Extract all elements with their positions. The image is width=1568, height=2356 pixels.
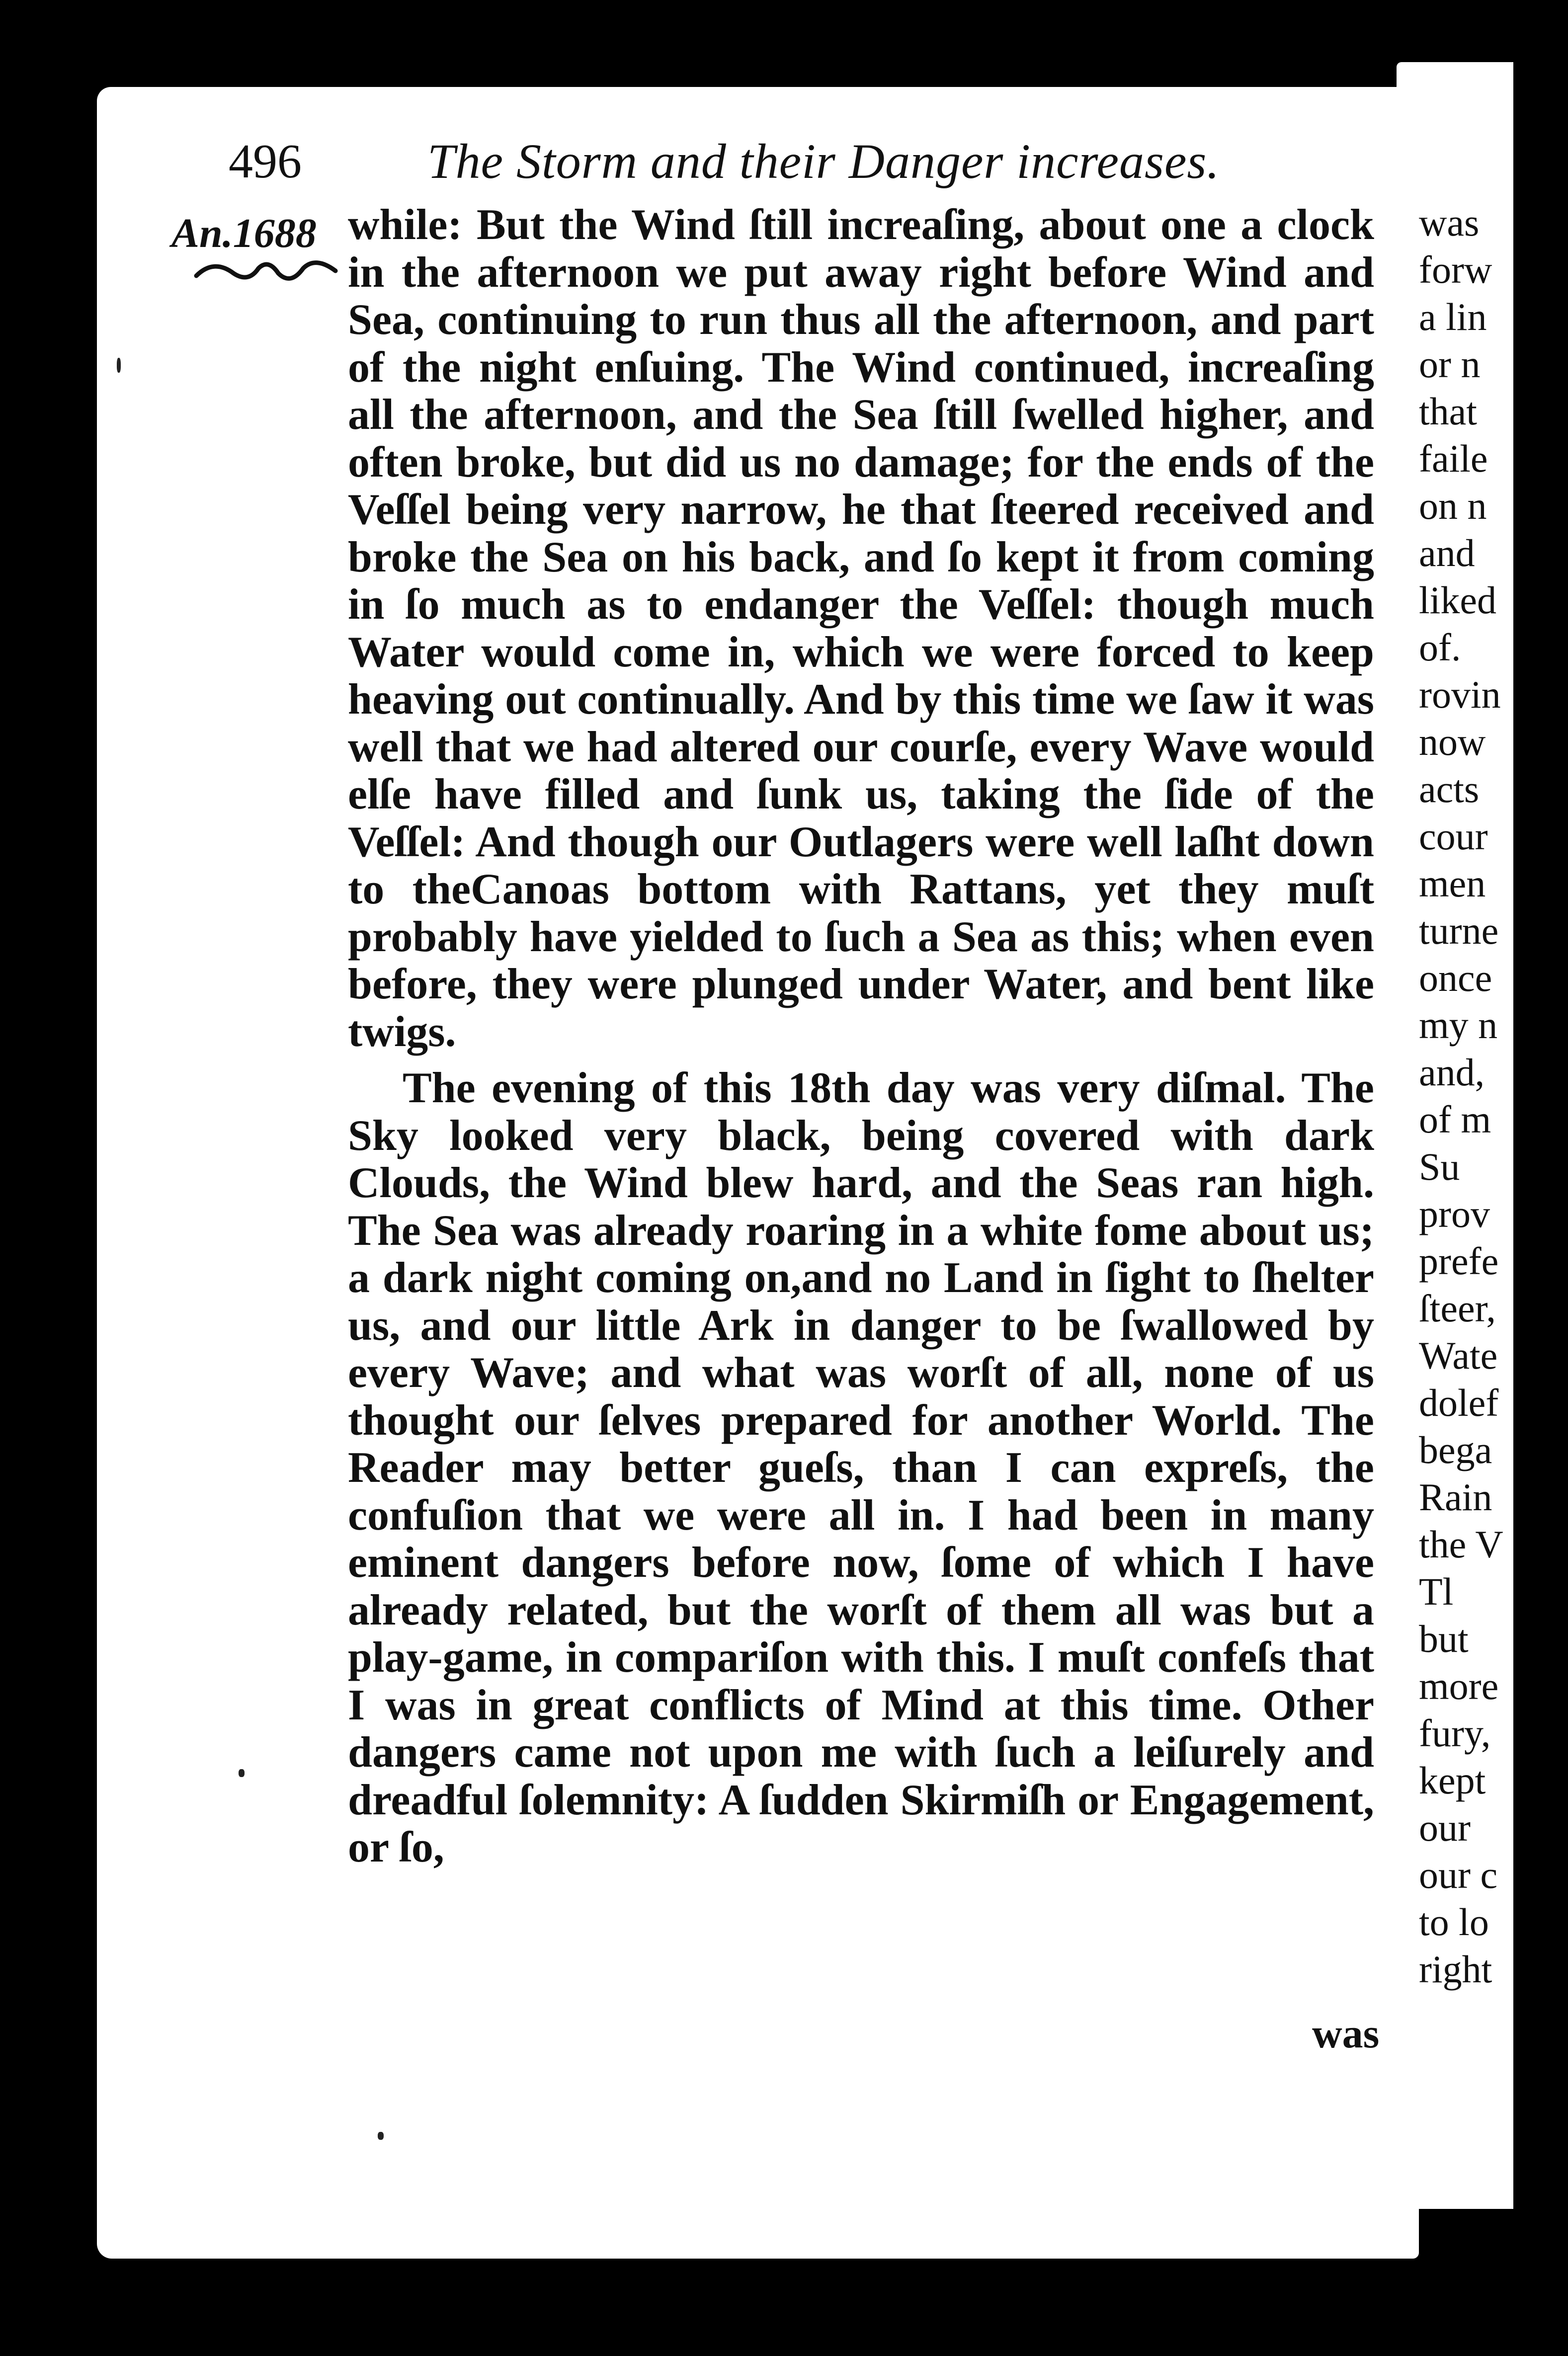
facing-line: was <box>1419 201 1480 244</box>
facing-line: Su <box>1419 1145 1460 1188</box>
facing-line: and <box>1419 531 1475 574</box>
facing-line: faile <box>1419 437 1488 480</box>
body-text <box>348 201 1374 1871</box>
facing-line: bega <box>1419 1428 1492 1471</box>
page-header <box>229 132 1362 191</box>
facing-line: Wate <box>1419 1334 1498 1377</box>
catchword: was <box>1312 2011 1380 2057</box>
facing-line: prov <box>1419 1192 1490 1235</box>
facing-line: the V <box>1419 1523 1503 1566</box>
facing-line: our <box>1419 1806 1471 1849</box>
facing-line: fury, <box>1419 1711 1491 1755</box>
facing-line: prefe <box>1419 1239 1499 1283</box>
paragraph-2: The evening of this 18th day was very diſmal. The Sky looked very black, being covered with dark Clouds, the Wind blew hard, and the Seas ran high. The Sea was already roaring in a white fome about us; a dark night coming on,and no Land in ſight to ſhelter us, and our little Ark in danger to be ſwallowed by every Wave; and what was worſt of all, none of us thought our ſelves prepared for another World. The Reader may better gueſs, than I can expreſs, the confuſion that we were all in. I had been in many eminent dangers before now, ſome of which I have already related, but the worſt of them all was but a play-game, in compariſon with this. I muſt confeſs that I was in great conflicts of Mind at this time. Other dangers came not upon me with ſuch a leiſurely and dreadful ſolemnity: A ſudden Skirmiſh or Engagement, or ſo, <box>348 1064 1374 1871</box>
facing-line: acts <box>1419 767 1480 811</box>
facing-line: ſteer, <box>1419 1287 1496 1330</box>
facing-line: of. <box>1419 626 1461 669</box>
ink-speck <box>239 1769 245 1777</box>
margin-year-marker: An.1688 <box>171 210 317 256</box>
ink-speck <box>117 358 121 373</box>
facing-line: that <box>1419 390 1477 433</box>
facing-line: Rain <box>1419 1475 1492 1519</box>
facing-line: right <box>1419 1948 1492 1991</box>
facing-line: and, <box>1419 1051 1485 1094</box>
facing-line: to lo <box>1419 1900 1489 1944</box>
facing-line: kept <box>1419 1759 1486 1802</box>
facing-line: more <box>1419 1664 1499 1707</box>
facing-line: on n <box>1419 484 1487 527</box>
facing-page-text <box>1419 199 1518 1993</box>
paragraph-1: while: But the Wind ſtill increaſing, about one a clock in the afternoon we put away right before Wind and Sea, continuing to run thus all the afternoon, and part of the night enſuing. The Wind continued, increaſing all the afternoon, and the Sea ſtill ſwelled higher, and often broke, but did us no damage; for the ends of the Veſſel being very narrow, he that ſteered received and broke the Sea on his back, and ſo kept it from coming in ſo much as to endanger the Veſſel: though much Water would come in, which we were forced to keep heaving out continually. And by this time we ſaw it was well that we had altered our courſe, every Wave would elſe have filled and ſunk us, taking the ſide of the Veſſel: And though our Outlagers were well laſht down to theCanoas bottom with Rattans, yet they muſt probably have yielded to ſuch a Sea as this; when even before, they were plunged under Water, and bent like twigs. <box>348 201 1374 1056</box>
facing-line: once <box>1419 956 1492 999</box>
facing-line: men <box>1419 862 1486 905</box>
facing-line: but <box>1419 1617 1469 1660</box>
page-number: 496 <box>229 135 302 188</box>
facing-line: dolef <box>1419 1381 1499 1424</box>
scan-border <box>1513 0 1568 2356</box>
facing-line: or n <box>1419 342 1481 386</box>
ornament-swash-icon <box>194 256 338 286</box>
facing-line: turne <box>1419 909 1499 952</box>
facing-line: Tl <box>1419 1570 1454 1613</box>
facing-line: our c <box>1419 1853 1498 1896</box>
facing-line: cour <box>1419 814 1488 858</box>
facing-line: liked <box>1419 578 1496 622</box>
facing-line: of m <box>1419 1098 1491 1141</box>
running-title: The Storm and their Danger increases. <box>427 134 1220 189</box>
facing-line: forw <box>1419 248 1492 291</box>
facing-line: my n <box>1419 1003 1498 1047</box>
ink-speck <box>378 2132 384 2140</box>
facing-line: now <box>1419 720 1486 763</box>
facing-line: rovin <box>1419 673 1501 716</box>
facing-line: a lin <box>1419 295 1487 338</box>
